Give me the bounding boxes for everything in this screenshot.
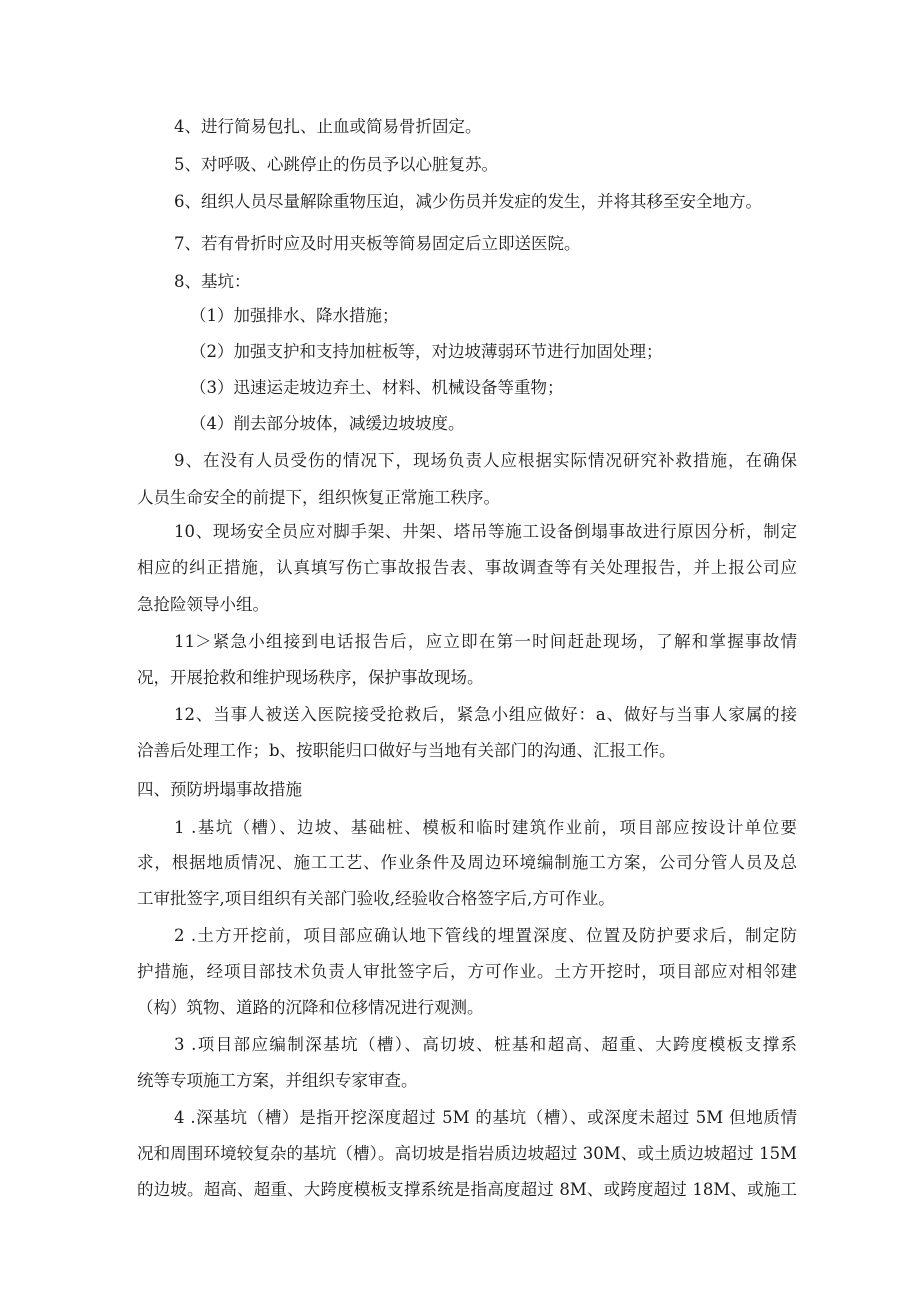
clause-1-line-1: 1 .基坑（槽）、边坡、基础桩、模板和临时建筑作业前，项目部应按设计单位要 [174,818,797,837]
subitem-3: （3）迅速运走坡边弃土、材料、机械设备等重物； [190,378,564,397]
clause-2-line-2: 护措施，经项目部技术负责人审批签字后，方可作业。土方开挖时，项目部应对相邻建 [137,962,797,981]
item-12-line-1: 12、当事人被送入医院接受抢救后，紧急小组应做好：a、做好与当事人家属的接 [174,705,797,724]
clause-1-line-3: 工审批签字,项目组织有关部门验收,经验收合格签字后,方可作业。 [137,889,615,908]
item-4: 4、进行简易包扎、止血或简易骨折固定。 [174,117,482,136]
item-8-heading: 8、基坑： [174,272,251,291]
item-11-line-2: 况，开展抢救和维护现场秩序，保护事故现场。 [137,668,484,687]
item-12-line-2: 洽善后处理工作；b、按职能归口做好与当地有关部门的沟通、汇报工作。 [137,741,676,760]
clause-4-line-2: 况和周围环境较复杂的基坑（槽）。高切坡是指岩质边坡超过 30M、或土质边坡超过 15M [137,1144,797,1163]
clause-4-line-3: 的边坡。超高、超重、大跨度模板支撑系统是指高度超过 8M、或跨度超过 18M、或施工 [137,1180,797,1199]
subitem-2: （2）加强支护和支持加桩板等，对边坡薄弱环节进行加固处理； [190,342,663,361]
item-5: 5、对呼吸、心跳停止的伤员予以心脏复苏。 [174,155,498,174]
section-heading: 四、预防坍塌事故措施 [137,780,302,799]
item-10-line-3: 急抢险领导小组。 [137,595,269,614]
item-6: 6、组织人员尽量解除重物压迫，减少伤员并发症的发生，并将其移至安全地方。 [174,192,762,211]
clause-3-line-1: 3 .项目部应编制深基坑（槽）、高切坡、桩基和超高、超重、大跨度模板支撑系 [174,1035,797,1054]
item-7: 7、若有骨折时应及时用夹板等简易固定后立即送医院。 [174,234,581,253]
clause-1-line-2: 求，根据地质情况、施工工艺、作业条件及周边环境编制施工方案，公司分管人员及总 [137,853,797,872]
subitem-1: （1）加强排水、降水措施； [190,306,399,325]
clause-2-line-1: 2 .土方开挖前，项目部应确认地下管线的埋置深度、位置及防护要求后，制定防 [174,926,797,945]
subitem-4: （4）削去部分坡体，减缓边坡坡度。 [190,414,465,433]
clause-3-line-2: 统等专项施工方案，并组织专家审查。 [137,1071,418,1090]
clause-2-line-3: （构）筑物、道路的沉降和位移情况进行观测。 [137,998,484,1017]
item-9-line-1: 9、在没有人员受伤的情况下，现场负责人应根据实际情况研究补救措施，在确保 [174,451,797,470]
item-10-line-1: 10、现场安全员应对脚手架、井架、塔吊等施工设备倒塌事故进行原因分析，制定 [174,522,797,541]
item-9-line-2: 人员生命安全的前提下，组织恢复正常施工秩序。 [137,488,500,507]
item-10-line-2: 相应的纠正措施，认真填写伤亡事故报告表、事故调查等有关处理报告，并上报公司应 [137,558,797,577]
clause-4-line-1: 4 .深基坑（槽）是指开挖深度超过 5M 的基坑（槽）、或深度未超过 5M 但地质情 [174,1108,797,1127]
item-11-line-1: 11＞紧急小组接到电话报告后，应立即在第一时间赶赴现场，了解和掌握事故情 [174,632,797,651]
